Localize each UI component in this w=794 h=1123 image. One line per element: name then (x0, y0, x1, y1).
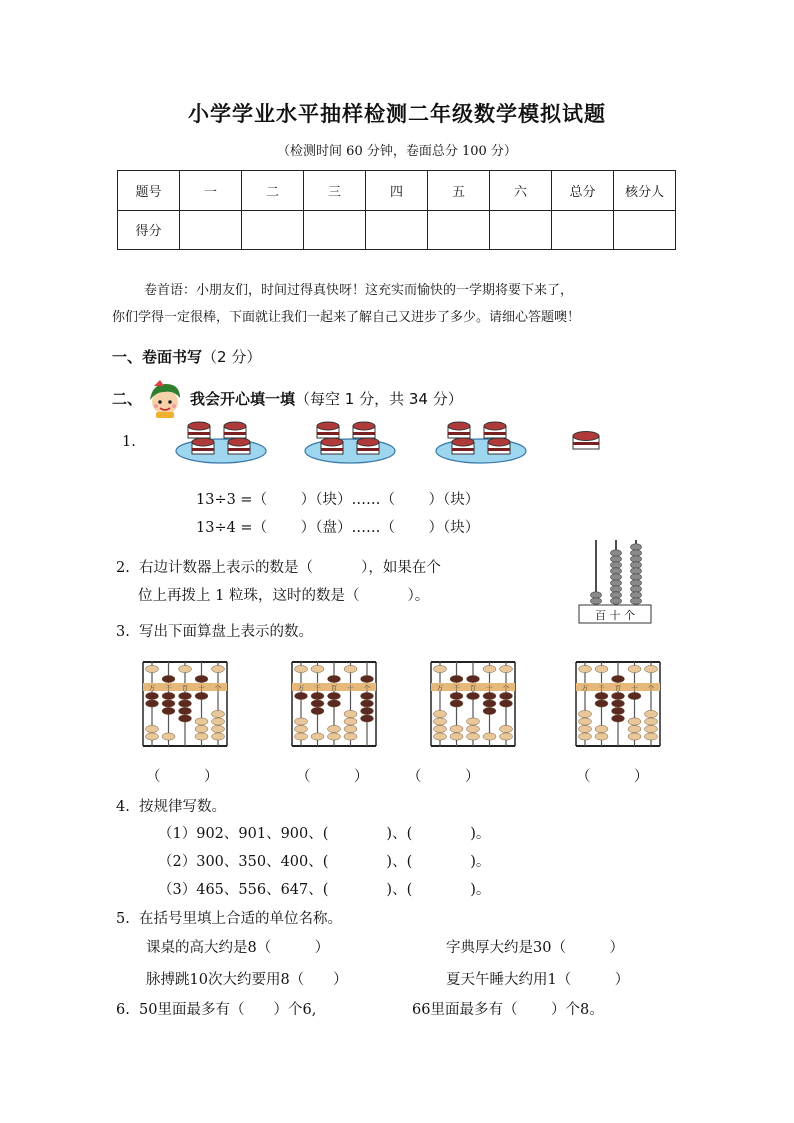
abacus-image (575, 658, 661, 748)
score-cell[interactable] (242, 210, 304, 250)
cake-icon (452, 438, 474, 454)
q5-item: 脉搏跳10次大约要用8（ ） (146, 972, 348, 988)
q4-item: （3）465、556、647、( )、( )。 (158, 882, 491, 898)
q2-line-1: 2. 右边计数器上表示的数是（ ），如果在个 (116, 560, 441, 576)
svg-text:千: 千 (314, 684, 321, 692)
score-cell[interactable] (428, 210, 490, 250)
section-2-points: （每空 1 分，共 34 分） (295, 390, 463, 408)
q3-text: 3. 写出下面算盘上表示的数。 (116, 624, 314, 640)
q1-number: 1. (122, 434, 136, 450)
intro-text (112, 277, 682, 331)
cake-plate-image (174, 418, 268, 466)
score-cell[interactable] (366, 210, 428, 250)
score-cell[interactable] (490, 210, 552, 250)
q5-item: 字典厚大约是30（ ） (446, 940, 624, 956)
q2-line-2: 位上再拨上 1 粒珠，这时的数是（ ）。 (138, 588, 430, 604)
svg-text:个: 个 (647, 684, 655, 692)
section-2-title (190, 388, 463, 409)
section-1-heading (112, 346, 261, 367)
score-row-label: 得分 (118, 210, 180, 250)
score-header-cell: 六 (490, 171, 552, 211)
svg-text:万: 万 (148, 684, 156, 692)
abacus-image (142, 658, 228, 748)
svg-text:千: 千 (165, 684, 172, 692)
q4-text: 4. 按规律写数。 (116, 799, 227, 815)
svg-text:万: 万 (581, 684, 589, 692)
section-1-label: 一、卷面书写 (112, 348, 203, 366)
section-2-heading (112, 388, 142, 409)
section-1-points: （2 分） (202, 348, 262, 366)
cake-icon (188, 422, 210, 438)
intro-line: 卷首语：小朋友们，时间过得真快呀！这充实而愉快的一学期将要下来了， (144, 283, 574, 298)
score-header-cell: 核分人 (614, 171, 676, 211)
q3-answer-blank[interactable]: （ ） (407, 769, 480, 785)
cake-icon (448, 422, 470, 438)
score-cell[interactable] (304, 210, 366, 250)
score-table-score-row (118, 210, 676, 250)
cake-icon (321, 438, 343, 454)
cake-icon (488, 438, 510, 454)
intro-line: 你们学得一定很棒，下面就让我们一起来了解自己又进步了多少。请细心答题噢！ (112, 310, 581, 325)
svg-text:千: 千 (598, 684, 605, 692)
q3-answer-blank[interactable]: （ ） (146, 769, 219, 785)
cake-icon (224, 422, 246, 438)
q4-item: （1）902、901、900、( )、( )。 (158, 826, 491, 842)
cake-icon (484, 422, 506, 438)
svg-text:十: 十 (486, 684, 493, 692)
cake-icon (353, 422, 375, 438)
svg-text:个: 个 (363, 684, 371, 692)
page-subtitle: （检测时间 60 分钟，卷面总分 100 分） (277, 144, 517, 159)
q6-item: 66里面最多有（ ）个8。 (412, 1002, 604, 1018)
svg-text:万: 万 (297, 684, 305, 692)
cake-plate-image (303, 418, 397, 466)
section-2-prefix: 二、 (112, 390, 143, 408)
svg-text:万: 万 (436, 684, 444, 692)
svg-text:十: 十 (198, 684, 205, 692)
svg-text:十: 十 (631, 684, 638, 692)
abacus-image (430, 658, 516, 748)
svg-text:个: 个 (502, 684, 510, 692)
svg-text:千: 千 (453, 684, 460, 692)
score-header-cell: 五 (428, 171, 490, 211)
score-cell[interactable] (552, 210, 614, 250)
score-header-cell: 二 (242, 171, 304, 211)
cake-icon (228, 438, 250, 454)
q5-item: 课桌的高大约是8（ ） (146, 940, 330, 956)
abacus-image (291, 658, 377, 748)
q5-item: 夏天午睡大约用1（ ） (446, 972, 630, 988)
q4-item: （2）300、350、400、( )、( )。 (158, 854, 491, 870)
section-2-label: 我会开心填一填 (190, 390, 296, 408)
q5-text: 5. 在括号里填上合适的单位名称。 (116, 911, 343, 927)
girl-mascot-icon (144, 378, 186, 418)
score-table-header-row (118, 171, 676, 211)
cake-icon (192, 438, 214, 454)
score-cell[interactable] (614, 210, 676, 250)
q1-equation-1: 13÷3 =（ ）（块）……（ ）（块） (196, 492, 480, 508)
q6-item: 6. 50里面最多有（ ）个6, (116, 1002, 317, 1018)
q3-answer-blank[interactable]: （ ） (576, 769, 649, 785)
cake-plate-image (434, 418, 528, 466)
q3-answer-blank[interactable]: （ ） (296, 769, 369, 785)
cake-icon (357, 438, 379, 454)
score-header-cell: 题号 (118, 171, 180, 211)
svg-text:百: 百 (181, 684, 189, 692)
score-header-cell: 总分 (552, 171, 614, 211)
svg-text:百: 百 (330, 684, 338, 692)
q1-equation-2: 13÷4 =（ ）（盘）……（ ）（块） (196, 520, 480, 536)
score-header-cell: 三 (304, 171, 366, 211)
svg-text:百: 百 (614, 684, 622, 692)
score-header-cell: 一 (180, 171, 242, 211)
score-cell[interactable] (180, 210, 242, 250)
cake-icon (317, 422, 339, 438)
page-title: 小学学业水平抽样检测二年级数学模拟试题 (188, 102, 606, 126)
counter-place-labels: 百 十 个 (595, 609, 635, 622)
single-cake-icon (568, 428, 604, 456)
svg-text:十: 十 (347, 684, 354, 692)
score-header-cell: 四 (366, 171, 428, 211)
score-table (117, 170, 676, 250)
svg-text:个: 个 (214, 684, 222, 692)
svg-text:百: 百 (469, 684, 477, 692)
